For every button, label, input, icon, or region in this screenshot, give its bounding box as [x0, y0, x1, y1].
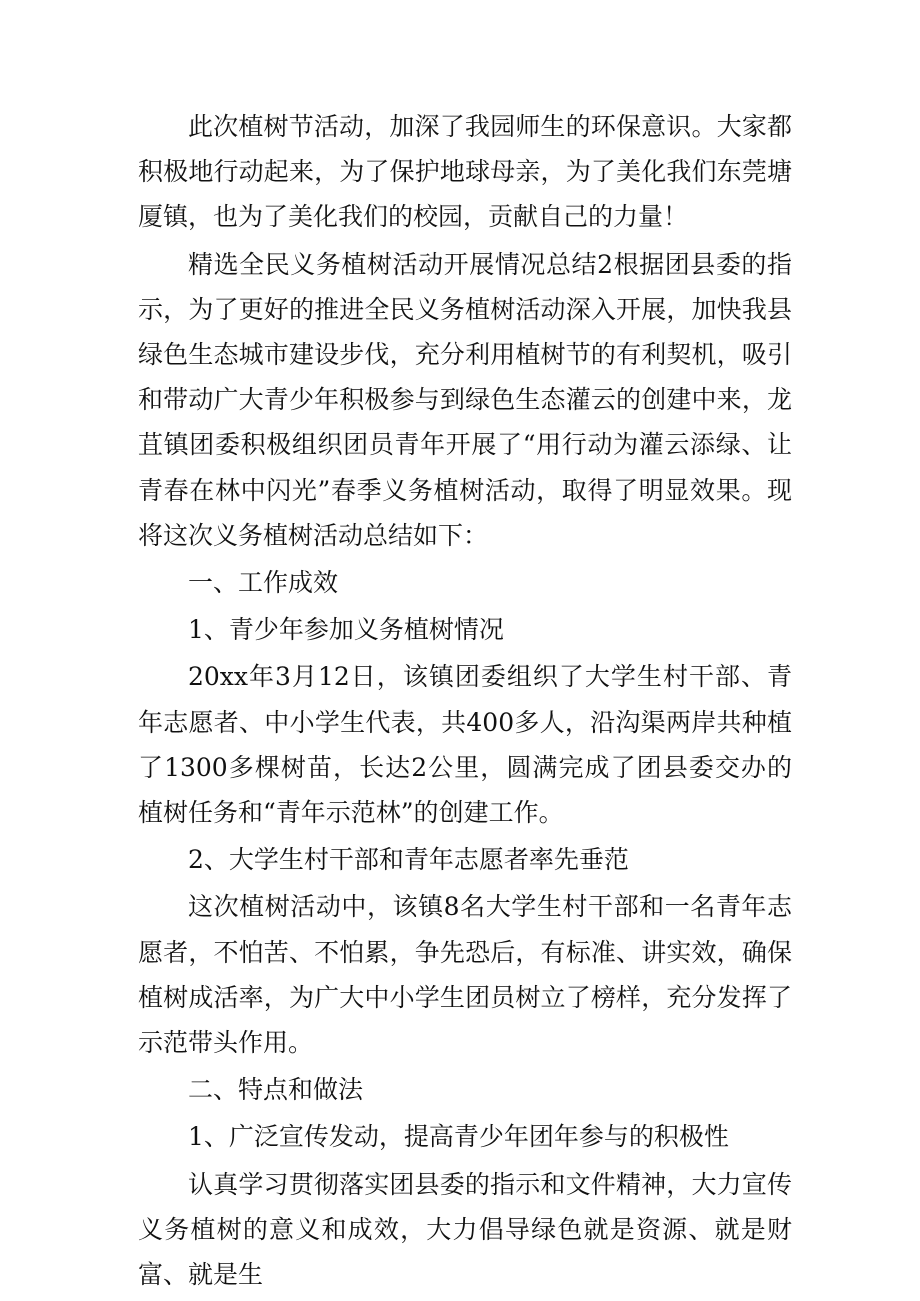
subheading-1-1: 1、青少年参加义务植树情况	[188, 615, 504, 645]
document-body	[138, 104, 792, 1297]
subheading-1-2: 2、大学生村干部和青年志愿者率先垂范	[188, 845, 629, 875]
section-heading-1: 一、工作成效	[188, 568, 339, 598]
subheading-2-1: 1、广泛宣传发动，提高青少年团年参与的积极性	[188, 1122, 729, 1152]
paragraph-5: 认真学习贯彻落实团县委的指示和文件精神，大力宣传义务植树的意义和成效，大力倡导绿色就是资源、就是财富、就是生	[138, 1169, 792, 1290]
paragraph-2: 精选全民义务植树活动开展情况总结2根据团县委的指示，为了更好的推进全民义务植树活动深入开展，加快我县绿色生态城市建设步伐，充分利用植树节的有利契机，吸引和带动广大青少年积极参与到绿色生态灌云的创建中来，龙苴镇团委积极组织团员青年开展了“用行动为灌云添绿、让青春在林中闪光”春季义务植树活动，取得了明显效果。现将这次义务植树活动总结如下：	[138, 249, 792, 550]
paragraph-1: 此次植树节活动，加深了我园师生的环保意识。大家都积极地行动起来，为了保护地球母亲，为了美化我们东莞塘厦镇，也为了美化我们的校园，贡献自己的力量！	[138, 112, 792, 232]
section-heading-2: 二、特点和做法	[188, 1075, 364, 1105]
paragraph-3: 20xx年3月12日，该镇团委组织了大学生村干部、青年志愿者、中小学生代表，共400多人，沿沟渠两岸共种植了1300多棵树苗，长达2公里，圆满完成了团县委交办的植树任务和“青年示范林”的创建工作。	[138, 662, 792, 828]
paragraph-4: 这次植树活动中，该镇8名大学生村干部和一名青年志愿者，不怕苦、不怕累，争先恐后，有标准、讲实效，确保植树成活率，为广大中小学生团员树立了榜样，充分发挥了示范带头作用。	[138, 892, 792, 1058]
